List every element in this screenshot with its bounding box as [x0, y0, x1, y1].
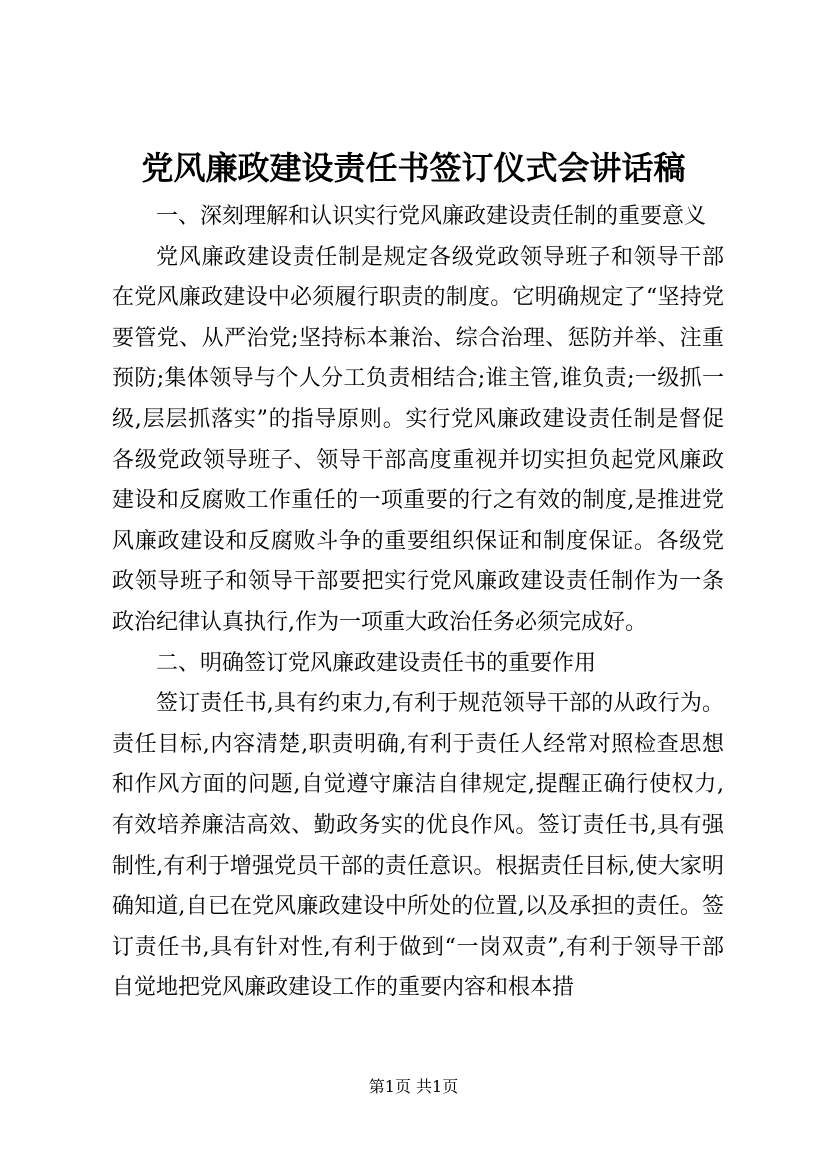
- section-heading-1: 一、深刻理解和认识实行党风廉政建设责任制的重要意义: [156, 204, 707, 229]
- section-heading-2: 二、明确签订党风廉政建设责任书的重要作用: [156, 650, 597, 676]
- section-paragraph-1: 党风廉政建设责任制是规定各级党政领导班子和领导干部在党风廉政建设中必须履行职责的制度。它明确规定了“坚持党要管党、从严治党;坚持标本兼治、综合治理、惩防并举、注重预防;集体领导与个人分工负责相结合;谁主管,谁负责;一级抓一级,层层抓落实”的指导原则。实行党风廉政建设责任制是督促各级党政领导班子、领导干部高度重视并切实担负起党风廉政建设和反腐败工作重任的一项重要的行之有效的制度,是推进党风廉政建设和反腐败斗争的重要组织保证和制度保证。各级党政领导班子和领导干部要把实行党风廉政建设责任制作为一条政治纪律认真执行,作为一项重大政治任务必须完成好。: [112, 244, 724, 635]
- document-title: 党风廉政建设责任书签订仪式会讲话稿: [141, 149, 686, 187]
- page-footer: 第1页 共1页: [368, 1077, 459, 1096]
- document-body: [112, 197, 724, 1009]
- section-paragraph-2: 签订责任书,具有约束力,有利于规范领导干部的从政行为。责任目标,内容清楚,职责明确,有利于责任人经常对照检查思想和作风方面的问题,自觉遵守廉洁自律规定,提醒正确行使权力,有效培养廉洁高效、勤政务实的优良作风。签订责任书,具有强制性,有利于增强党员干部的责任意识。根据责任目标,使大家明确知道,自已在党风廉政建设中所处的位置,以及承担的责任。签订责任书,具有针对性,有利于做到“一岗双责”,有利于领导干部自觉地把党风廉政建设工作的重要内容和根本措: [112, 691, 724, 1001]
